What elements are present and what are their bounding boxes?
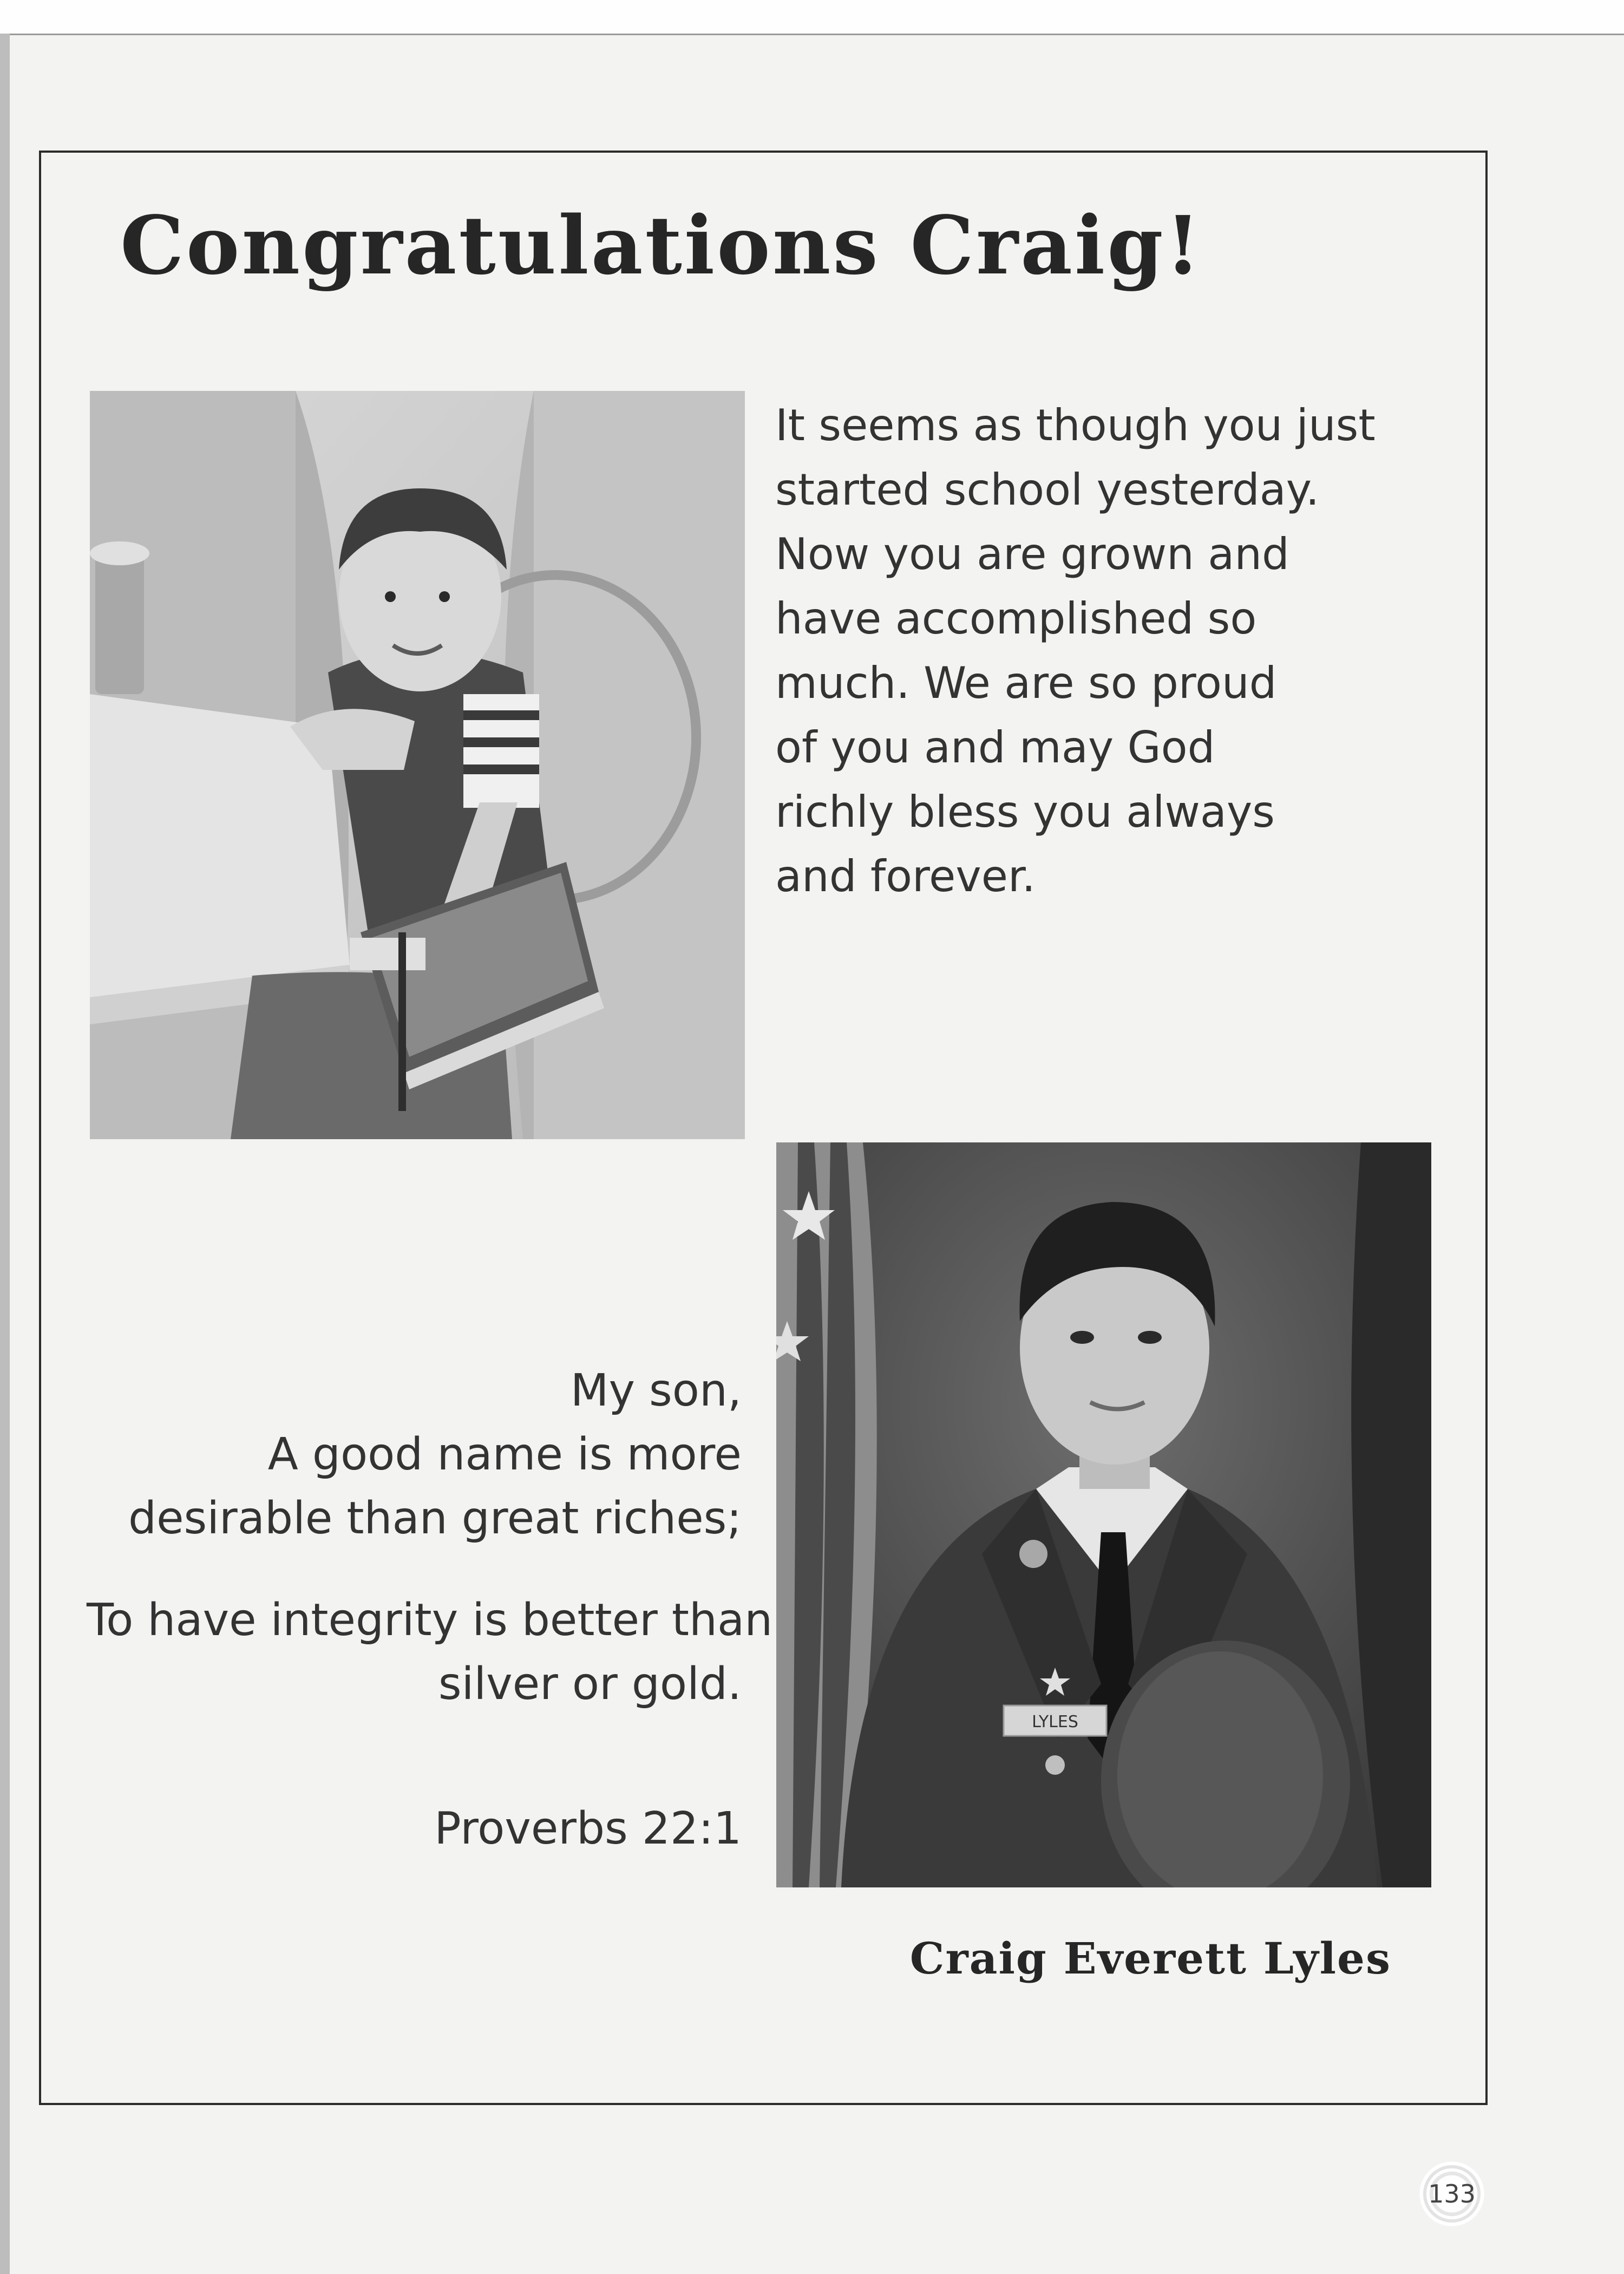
cadet-portrait-photo (776, 1142, 1431, 1887)
childhood-photo (90, 391, 745, 1139)
graduate-name: Craig Everett Lyles (909, 1933, 1391, 1984)
verse-gap (87, 1551, 742, 1589)
verse-line: silver or gold. (438, 1658, 742, 1710)
message-line: It seems as though you just (775, 400, 1376, 450)
page-number: 133 (1428, 2179, 1476, 2208)
verse-line: desirable than great riches; (128, 1493, 742, 1544)
cadet-name-tag: LYLES (1032, 1713, 1078, 1731)
proverb-verse (87, 1359, 773, 1716)
message-line: have accomplished so (775, 593, 1257, 644)
verse-line: A good name is more (267, 1429, 742, 1480)
verse-reference: Proverbs 22:1 (434, 1803, 742, 1854)
message-line: of you and may God (775, 722, 1215, 773)
verse-line: To have integrity is better than (87, 1595, 773, 1646)
page-number-badge (1419, 2161, 1484, 2226)
message-line: much. We are so proud (775, 658, 1277, 708)
message-line: Now you are grown and (775, 529, 1289, 579)
message-line: and forever. (775, 851, 1036, 901)
verse-line: My son, (570, 1365, 742, 1416)
page-title: Congratulations Craig! (120, 198, 1203, 292)
page-left-edge (0, 34, 10, 2274)
page-top-edge (0, 0, 1624, 35)
congratulations-message (775, 393, 1381, 909)
message-line: started school yesterday. (775, 465, 1320, 515)
message-line: richly bless you always (775, 787, 1275, 837)
